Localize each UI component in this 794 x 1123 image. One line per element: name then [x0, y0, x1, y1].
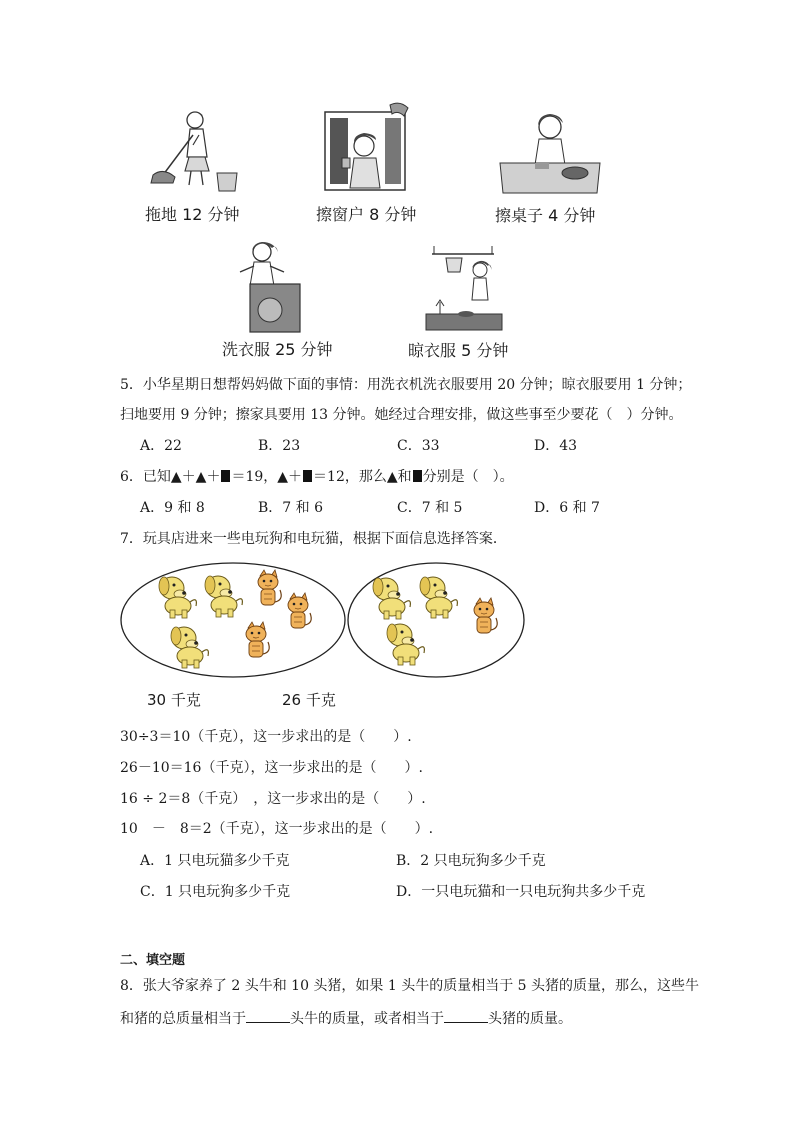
- chore-caption: 擦桌子 4 分钟: [495, 206, 596, 225]
- q6-text: 6．已知▲＋▲＋: [120, 469, 221, 485]
- q7-step-2: 26－10＝16（千克），这一步求出的是（ ）.: [120, 760, 423, 776]
- q7-option-a[interactable]: A．1 只电玩猫多少千克: [140, 853, 290, 869]
- q8-text: 头猪的质量。: [488, 1011, 572, 1027]
- q7-stem: 7．玩具店进来一些电玩狗和电玩猫，根据下面信息选择答案．: [120, 531, 507, 547]
- q8-text: 头牛的质量，或者相当于: [290, 1011, 444, 1027]
- weight-right-label: 26 千克: [282, 691, 336, 709]
- chore-caption: 晾衣服 5 分钟: [408, 341, 509, 360]
- q6-option-c[interactable]: C．7 和 5: [397, 500, 463, 516]
- chore-caption: 拖地 12 分钟: [145, 205, 240, 224]
- answer-blank[interactable]: [444, 1010, 488, 1023]
- q6-stem: [120, 468, 514, 486]
- q8-line1: 8．张大爷家养了 2 头牛和 10 头猪，如果 1 头牛的质量相当于 5 头猪的质量，那么，这些牛: [120, 978, 700, 994]
- q5-line2: 扫地要用 9 分钟；擦家具要用 13 分钟。她经过合理安排，做这些事至少要花（ ）分钟。: [120, 407, 683, 423]
- girl-mopping-icon: [145, 105, 255, 195]
- section-heading: 二、填空题: [120, 953, 186, 968]
- q7-option-d[interactable]: D．一只电玩猫和一只电玩狗共多少千克: [396, 884, 646, 900]
- black-square-icon: [303, 470, 312, 482]
- chore-caption: 擦窗户 8 分钟: [316, 205, 417, 224]
- q7-option-b[interactable]: B．2 只电玩狗多少千克: [396, 853, 546, 869]
- q5-line1: 5．小华星期日想帮妈妈做下面的事情：用洗衣机洗衣服要用 20 分钟；晾衣服要用 1 分钟；: [120, 377, 692, 393]
- q5-option-d[interactable]: D．43: [534, 438, 578, 454]
- weight-left-label: 30 千克: [147, 691, 201, 709]
- girl-cleaning-window-icon: [320, 100, 415, 198]
- girl-wiping-table-icon: [495, 105, 605, 195]
- black-square-icon: [221, 470, 230, 482]
- girl-washing-machine-icon: [230, 238, 310, 334]
- q6-text: 分别是（ ）。: [422, 469, 514, 485]
- chore-caption: 洗衣服 25 分钟: [222, 340, 333, 359]
- toy-groups-figure: [118, 560, 528, 682]
- q6-option-b[interactable]: B．7 和 6: [258, 500, 324, 516]
- q6-option-d[interactable]: D．6 和 7: [534, 500, 600, 516]
- girl-hanging-clothes-icon: [422, 240, 504, 332]
- q5-option-a[interactable]: A．22: [140, 438, 182, 454]
- q5-option-c[interactable]: C．33: [397, 438, 440, 454]
- q7-step-1: 30÷3＝10（千克），这一步求出的是（ ）.: [120, 729, 412, 745]
- q6-text: ＝19，▲＋: [231, 469, 303, 485]
- q6-option-a[interactable]: A．9 和 8: [140, 500, 205, 516]
- q5-option-b[interactable]: B．23: [258, 438, 301, 454]
- q8-line2: [120, 1010, 572, 1028]
- answer-blank[interactable]: [246, 1010, 290, 1023]
- q6-text: ＝12，那么▲和: [313, 469, 412, 485]
- q7-step-4: 10 － 8＝2（千克），这一步求出的是（ ）.: [120, 821, 434, 837]
- q7-option-c[interactable]: C．1 只电玩狗多少千克: [140, 884, 291, 900]
- q7-step-3: 16 ÷ 2＝8（千克） ，这一步求出的是（ ）.: [120, 791, 426, 807]
- q8-text: 和猪的总质量相当于: [120, 1011, 246, 1027]
- black-square-icon: [413, 470, 422, 482]
